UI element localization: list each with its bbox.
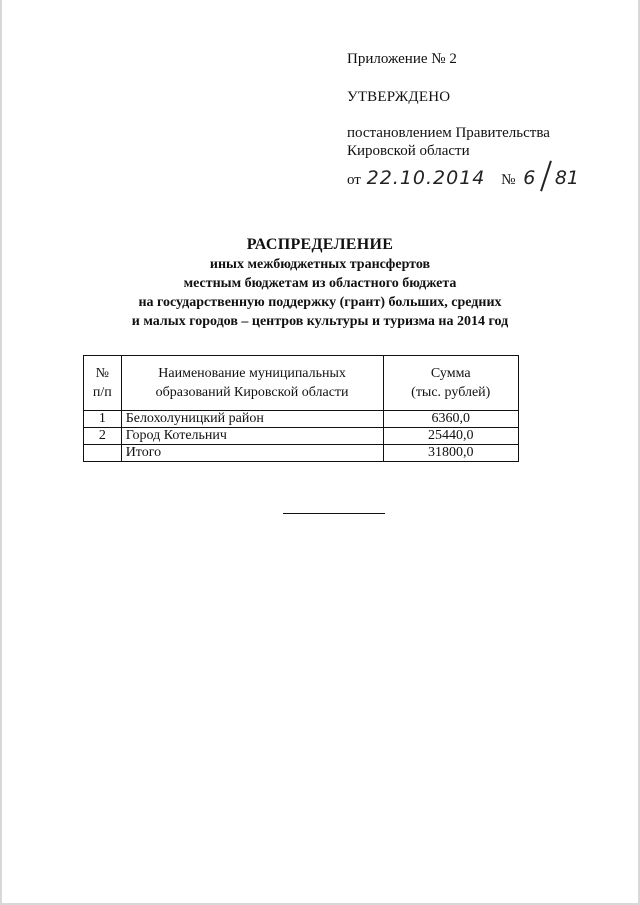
header-sum <box>383 356 519 411</box>
header-number-line2: п/п <box>92 385 112 400</box>
handwritten-number-part1: 6 <box>523 167 536 189</box>
approved-label: УТВЕРЖДЕНО <box>347 89 451 105</box>
table-row <box>84 411 519 428</box>
title-line-1: иных межбюджетных трансфертов <box>209 257 431 272</box>
table-row <box>84 428 519 445</box>
row-number: 1 <box>84 411 122 428</box>
header-sum-line2: (тыс. рублей) <box>411 385 491 400</box>
header-number <box>84 356 122 411</box>
date-number-line <box>347 160 607 189</box>
title-line-3: на государственную поддержку (грант) больших, средних <box>138 295 502 310</box>
row-name: Итого <box>121 445 383 462</box>
handwritten-slash <box>540 160 552 191</box>
row-name: Город Котельнич <box>121 428 383 445</box>
row-name: Белохолуницкий район <box>121 411 383 428</box>
appendix-label: Приложение № 2 <box>347 51 457 67</box>
document-title: РАСПРЕДЕЛЕНИЕ <box>246 236 394 253</box>
table-header-row <box>84 356 519 411</box>
date-prefix: от <box>347 172 361 188</box>
title-line-2: местным бюджетам из областного бюджета <box>183 276 457 291</box>
row-number: 2 <box>84 428 122 445</box>
row-sum: 31800,0 <box>383 445 519 462</box>
approval-block <box>347 50 607 189</box>
header-sum-line1: Сумма <box>430 366 471 381</box>
region-label: Кировской области <box>347 143 470 159</box>
row-sum: 25440,0 <box>383 428 519 445</box>
page-edge-left <box>0 0 2 905</box>
header-number-line1: № <box>95 366 110 381</box>
closing-rule-line <box>283 513 385 514</box>
header-name <box>121 356 383 411</box>
number-sign: № <box>501 172 516 188</box>
document-title-block <box>0 235 640 331</box>
row-sum: 6360,0 <box>383 411 519 428</box>
header-name-line1: Наименование муниципальных <box>158 366 346 381</box>
row-number <box>84 445 122 462</box>
header-name-line2: образований Кировской области <box>155 385 349 400</box>
resolution-label: постановлением Правительства <box>347 125 550 141</box>
handwritten-number-part2: 81 <box>554 167 579 189</box>
title-line-4: и малых городов – центров культуры и туризма на 2014 год <box>131 314 509 329</box>
table-total-row <box>84 445 519 462</box>
handwritten-date: 22.10.2014 <box>366 167 486 189</box>
distribution-table <box>83 355 519 462</box>
